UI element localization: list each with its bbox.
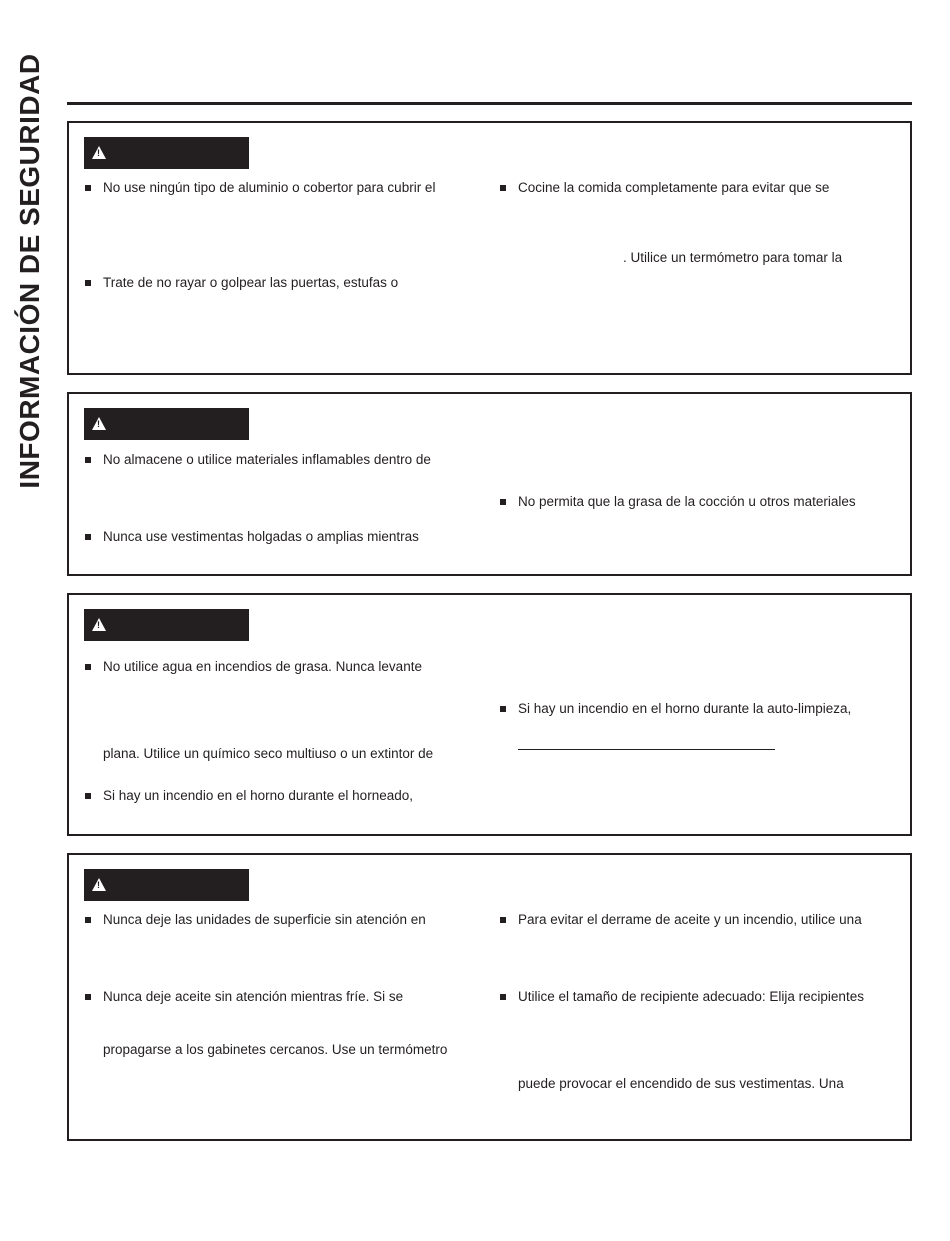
- bullet-icon: [85, 664, 91, 670]
- safety-item-continuation: plana. Utilice un químico seco multiuso o un extintor de: [103, 746, 434, 761]
- bullet-icon: [500, 499, 506, 505]
- safety-item: No almacene o utilice materiales inflamables dentro de: [103, 452, 431, 467]
- safety-item-continuation: . Utilice un termómetro para tomar la: [623, 250, 843, 265]
- warning-header-1: [84, 137, 249, 169]
- bullet-icon: [85, 917, 91, 923]
- safety-item: Para evitar el derrame de aceite y un incendio, utilice una: [518, 912, 862, 927]
- safety-item: No permita que la grasa de la cocción u otros materiales: [518, 494, 856, 509]
- bullet-icon: [85, 534, 91, 540]
- safety-item: Trate de no rayar o golpear las puertas, estufas o: [103, 275, 399, 290]
- warning-header-4: [84, 869, 249, 901]
- side-title-text: INFORMACIÓN DE SEGURIDAD: [14, 52, 45, 489]
- safety-item-continuation: puede provocar el encendido de sus vestimentas. Una: [518, 1076, 844, 1091]
- bullet-icon: [500, 706, 506, 712]
- warning-header-2: [84, 408, 249, 440]
- top-rule: [67, 102, 912, 105]
- safety-item-continuation: propagarse a los gabinetes cercanos. Use un termómetro: [103, 1042, 448, 1057]
- warning-triangle-icon: [92, 878, 106, 891]
- safety-item: No utilice agua en incendios de grasa. Nunca levante: [103, 659, 422, 674]
- warning-header-3: [84, 609, 249, 641]
- bullet-icon: [85, 793, 91, 799]
- warning-triangle-icon: [92, 417, 106, 430]
- underline-rule: [518, 749, 775, 750]
- side-title: [15, 38, 45, 503]
- safety-item: Utilice el tamaño de recipiente adecuado: Elija recipientes: [518, 989, 864, 1004]
- warning-box-2: [67, 392, 912, 576]
- bullet-icon: [85, 280, 91, 286]
- safety-item: Nunca use vestimentas holgadas o amplias mientras: [103, 529, 419, 544]
- safety-item: Nunca deje aceite sin atención mientras fríe. Si se: [103, 989, 404, 1004]
- safety-item: No use ningún tipo de aluminio o cobertor para cubrir el: [103, 180, 436, 195]
- safety-item: Si hay un incendio en el horno durante el horneado,: [103, 788, 413, 803]
- bullet-icon: [500, 994, 506, 1000]
- safety-item: Cocine la comida completamente para evitar que se: [518, 180, 830, 195]
- bullet-icon: [85, 994, 91, 1000]
- warning-triangle-icon: [92, 146, 106, 159]
- safety-item: Nunca deje las unidades de superficie sin atención en: [103, 912, 426, 927]
- warning-box-1: [67, 121, 912, 375]
- bullet-icon: [85, 457, 91, 463]
- warning-triangle-icon: [92, 618, 106, 631]
- safety-item: Si hay un incendio en el horno durante la auto-limpieza,: [518, 701, 852, 716]
- bullet-icon: [500, 185, 506, 191]
- bullet-icon: [500, 917, 506, 923]
- bullet-icon: [85, 185, 91, 191]
